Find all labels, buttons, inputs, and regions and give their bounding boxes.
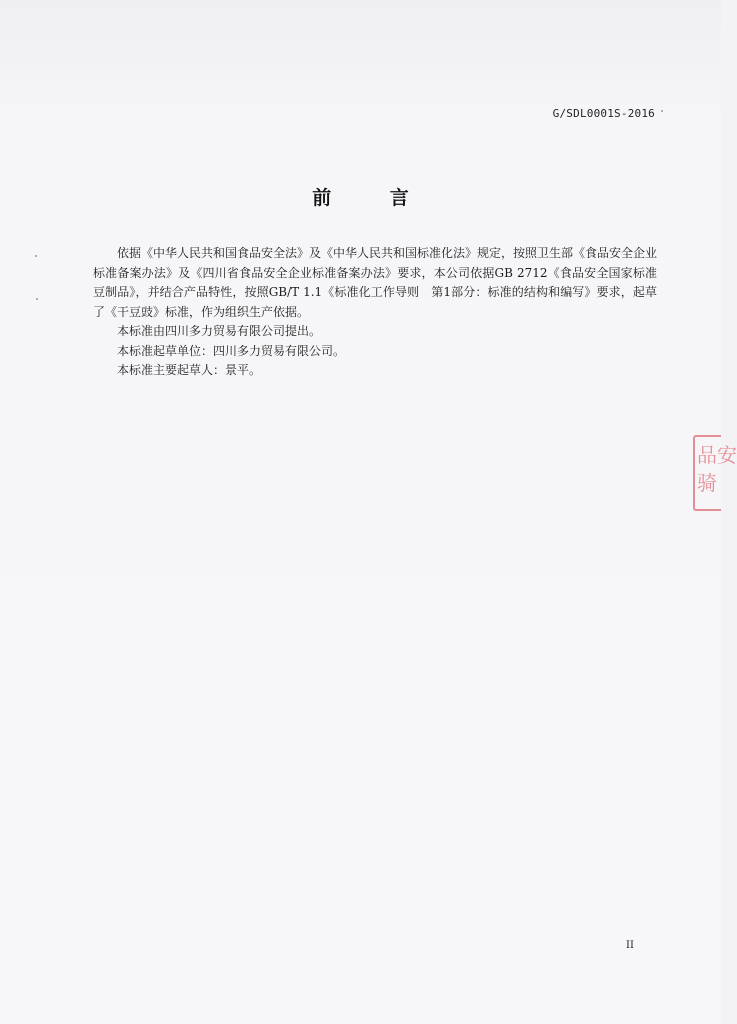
foreword-body — [93, 244, 670, 381]
seal-stamp — [693, 435, 737, 511]
paragraph-drafting-unit: 本标准起草单位：四川多力贸易有限公司。 — [117, 343, 346, 358]
paragraph-drafter: 本标准主要起草人：景平。 — [117, 363, 262, 377]
scan-speck — [35, 255, 37, 257]
page-number: II — [626, 940, 634, 951]
paragraph-proposer: 本标准由四川多力贸易有限公司提出。 — [117, 324, 322, 338]
paragraph-basis: 依据《中华人民共和国食品安全法》及《中华人民共和国标准化法》规定，按照卫生部《食品安全企业标准备案办法》及《四川省食品安全企业标准备案办法》要求，本公司依据GB 2712《食品安全国家标准 豆制品》，并结合产品特性，按照GB/T 1.1《标准化工作导则 第1部分：标准的结构和编写》要求，起草了《干豆豉》标准，作为组织生产依据。 — [93, 246, 670, 319]
standard-code: G/SDL0001S-2016 — [552, 107, 655, 120]
page-title: 前 言 — [312, 187, 435, 209]
scan-speck — [36, 298, 38, 300]
scan-speck — [661, 110, 663, 112]
seal-stamp-text: 品安 骑 — [697, 443, 737, 495]
